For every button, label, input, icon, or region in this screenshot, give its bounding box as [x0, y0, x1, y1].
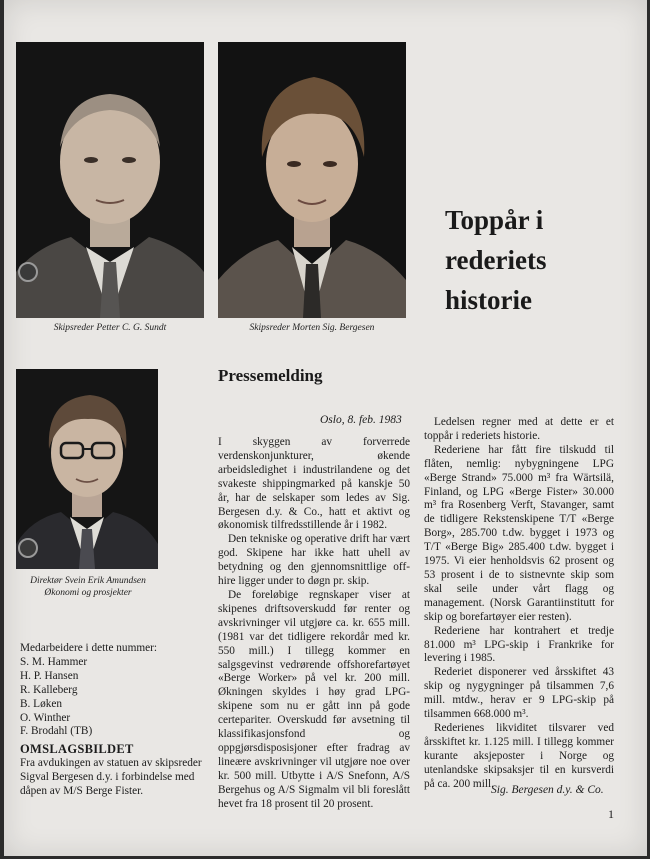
caption-amundsen-dept: Økonomi og prosjekter	[44, 588, 132, 598]
article-column-2	[424, 416, 614, 791]
paragraph: De foreløbige regnskaper viser at skipenes driftsoverskudd før renter og avskrivninger vil utgjøre ca. kr. 655 mill. (1981 var det tidligere rekordår med kr. 550 mill.) I tillegg kommer en salgsgevinst vedrørende offshorefartøyet «Berge Worker» på vel kr. 200 mill. Økningen skyldes i høy grad LPG-skipene som nu er gått inn på gode certepariter. Overskudd før avsetning til klassifikasjonsfond og oppgjørsdisposisjoner efter fradrag av lineære avskrivninger vil utgjøre noe over kr. 500 mill. Utbytte i A/S Snefonn, A/S Bergehus og A/S Sigmalm vil bli foreslått hevet fra 18 prosent til 20 prosent.	[218, 588, 410, 810]
staff-member: B. Løken	[20, 697, 63, 710]
staff-member: F. Brodahl (TB)	[20, 725, 93, 738]
staff-member: H. P. Hansen	[20, 669, 79, 682]
paragraph: Den tekniske og operative drift har vært god. Skipene har ikke hatt uhell av betydning og den gjennomsnittlige off-hire ligger under to døgn pr. skip.	[218, 533, 410, 588]
title-line-1: Toppår i	[445, 205, 544, 235]
binder-hole	[18, 538, 38, 558]
caption-sundt: Skipsreder Petter C. G. Sundt	[53, 323, 167, 333]
title-line-2: rederiets	[445, 245, 547, 275]
staff-list	[20, 642, 157, 739]
staff-member: S. M. Hammer	[20, 655, 88, 668]
portrait-amundsen-photo	[16, 369, 158, 569]
paragraph: Rederiet disponerer ved årsskiftet 43 skip og nygygninger på tilsammen 7,6 mill. mtdw., herav er 9 LPG-skip på tilsammen 668.000 m³.	[424, 666, 614, 721]
caption-bergesen: Skipsreder Morten Sig. Bergesen	[249, 323, 375, 333]
paragraph: Rederiene har fått fire tilskudd til flåten, nemlig: nybygningene LPG «Berge Strand» 75.000 m³ fra Wärtsilä, Finland, og LPG «Berge Fister» 30.000 m³ fra Rosenberg Verft, Stavanger, samt de tidligere Rekstenskipene T/T «Berge Borg», 285.700 t.dw. bygget i 1973 og T/T «Berge Big» 285.400 t.dw. bygget i 1975. Vi eier henholdsvis 62 prosent og 53 prosent i de to sistnevnte skip som skal seile under vårt flagg og management. (Norsk Garantiinstitutt for skip og borefartøyer eier resten).	[424, 443, 614, 623]
magazine-page	[4, 0, 647, 856]
staff-member: R. Kalleberg	[20, 683, 78, 696]
paragraph: Ledelsen regner med at dette er et toppår i rederiets historie.	[424, 416, 614, 442]
paragraph: Rederienes likviditet tilsvarer ved årsskiftet kr. 1.125 mill. I tillegg kommer kurante aksjeposter i Norge og utenlandske skipsaksjer til en kursverdi på ca. 200 mill.	[424, 721, 614, 790]
cover-heading: OMSLAGSBILDET	[20, 742, 134, 756]
page-number: 1	[608, 807, 614, 821]
article-title	[445, 200, 546, 320]
caption-amundsen-name: Direktør Svein Erik Amundsen	[30, 576, 146, 586]
cover-description: Fra avdukingen av statuen av skipsreder Sigval Bergesen d.y. i forbindelse med dåpen av M/S Berge Fister.	[20, 757, 202, 797]
article-column-1	[218, 436, 410, 811]
dateline: Oslo, 8. feb. 1983	[320, 414, 402, 426]
press-release-heading: Pressemelding	[218, 366, 323, 385]
signature: Sig. Bergesen d.y. & Co.	[491, 784, 604, 796]
paragraph: I skyggen av forverrede verdenskonjunkturer, økende arbeidsledighet i industrilandene og det svakeste shippingmarked på kanskje 50 år, har de selskaper som ledes av Sig. Bergesen d.y. & Co., hatt et aktivt og økonomisk tilfredsstillende år i 1982.	[218, 436, 410, 532]
caption-amundsen	[12, 575, 164, 599]
binder-hole	[18, 262, 38, 282]
title-line-3: historie	[445, 285, 532, 315]
paragraph: Rederiene har kontrahert et tredje 81.000 m³ LPG-skip i Frankrike for levering i 1985.	[424, 624, 614, 665]
staff-member: O. Winther	[20, 711, 71, 724]
portrait-bergesen-photo	[218, 42, 406, 318]
portrait-sundt-photo	[16, 42, 204, 318]
staff-heading: Medarbeidere i dette nummer:	[20, 642, 158, 654]
